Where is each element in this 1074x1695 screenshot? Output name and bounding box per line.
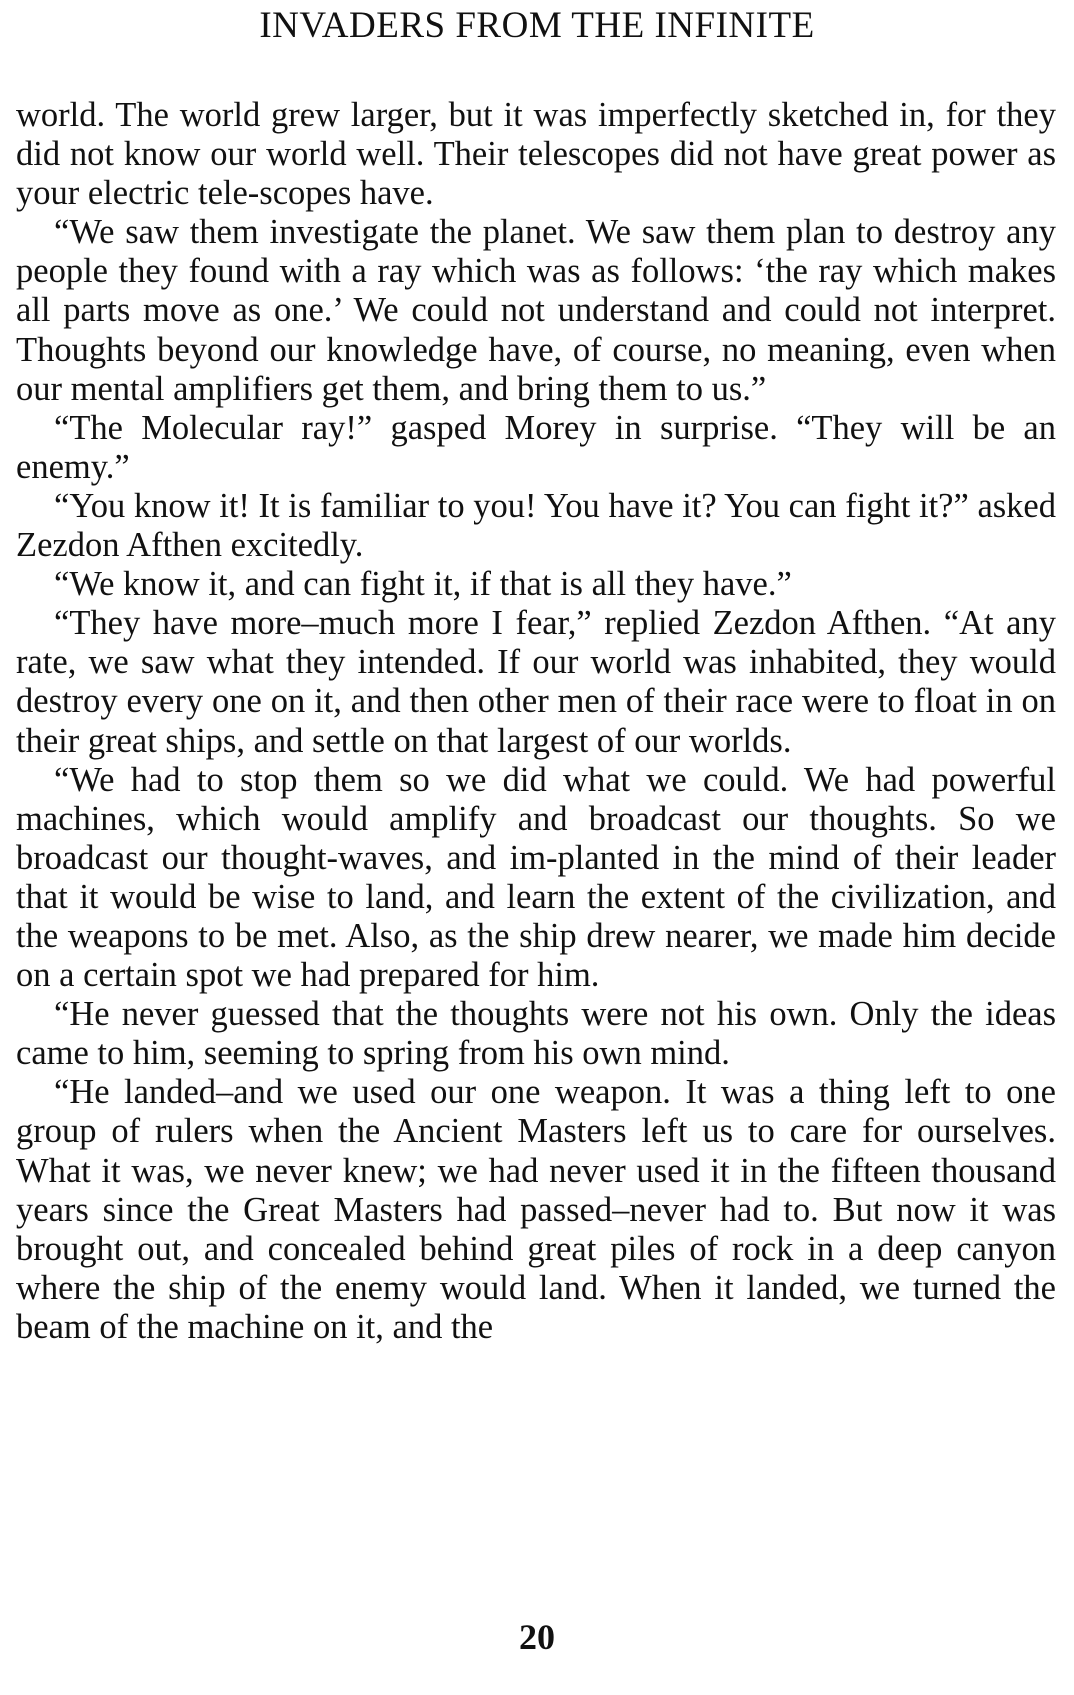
- running-title: INVADERS FROM THE INFINITE: [259, 5, 815, 46]
- body-text: [16, 96, 1056, 1347]
- paragraph: “You know it! It is familiar to you! You have it? You can fight it?” asked Zezdon Afthen excitedly.: [16, 486, 1056, 565]
- page-number: 20: [519, 1617, 555, 1657]
- paragraph: “They have more–much more I fear,” replied Zezdon Afthen. “At any rate, we saw what they intended. If our world was inhabited, they would destroy every one on it, and then other men of their race were to float in on their great ships, and settle on that largest of our worlds.: [16, 604, 1056, 760]
- paragraph: “We saw them investigate the planet. We saw them plan to destroy any people they found with a ray which was as follows: ‘the ray which makes all parts move as one.’ We could not understand and could not interpret. Thoughts beyond our knowledge have, of course, no meaning, even when our mental amplifiers get them, and bring them to us.”: [16, 213, 1056, 408]
- paragraph: world. The world grew larger, but it was imperfectly sketched in, for they did not know our world well. Their telescopes did not have great power as your electric tele-scopes have.: [16, 96, 1056, 213]
- paragraph: “We know it, and can fight it, if that is all they have.”: [54, 565, 792, 604]
- paragraph: “The Molecular ray!” gasped Morey in surprise. “They will be an enemy.”: [16, 408, 1056, 486]
- paragraph: “We had to stop them so we did what we could. We had powerful machines, which would amplify and broadcast our thoughts. So we broadcast our thought-waves, and im-planted in the mind of their leader that it would be wise to land, and learn the extent of the civilization, and the weapons to be met. Also, as the ship drew nearer, we made him decide on a certain spot we had prepared for him.: [16, 760, 1056, 995]
- paragraph: “He never guessed that the thoughts were not his own. Only the ideas came to him, seeming to spring from his own mind.: [16, 995, 1056, 1073]
- paragraph: “He landed–and we used our one weapon. It was a thing left to one group of rulers when the Ancient Masters left us to care for ourselves. What it was, we never knew; we had never used it in the fifteen thousand years since the Great Masters had passed–never had to. But now it was brought out, and concealed behind great piles of rock in a deep canyon where the ship of the enemy would land. When it landed, we turned the beam of the machine on it, and the: [16, 1073, 1056, 1346]
